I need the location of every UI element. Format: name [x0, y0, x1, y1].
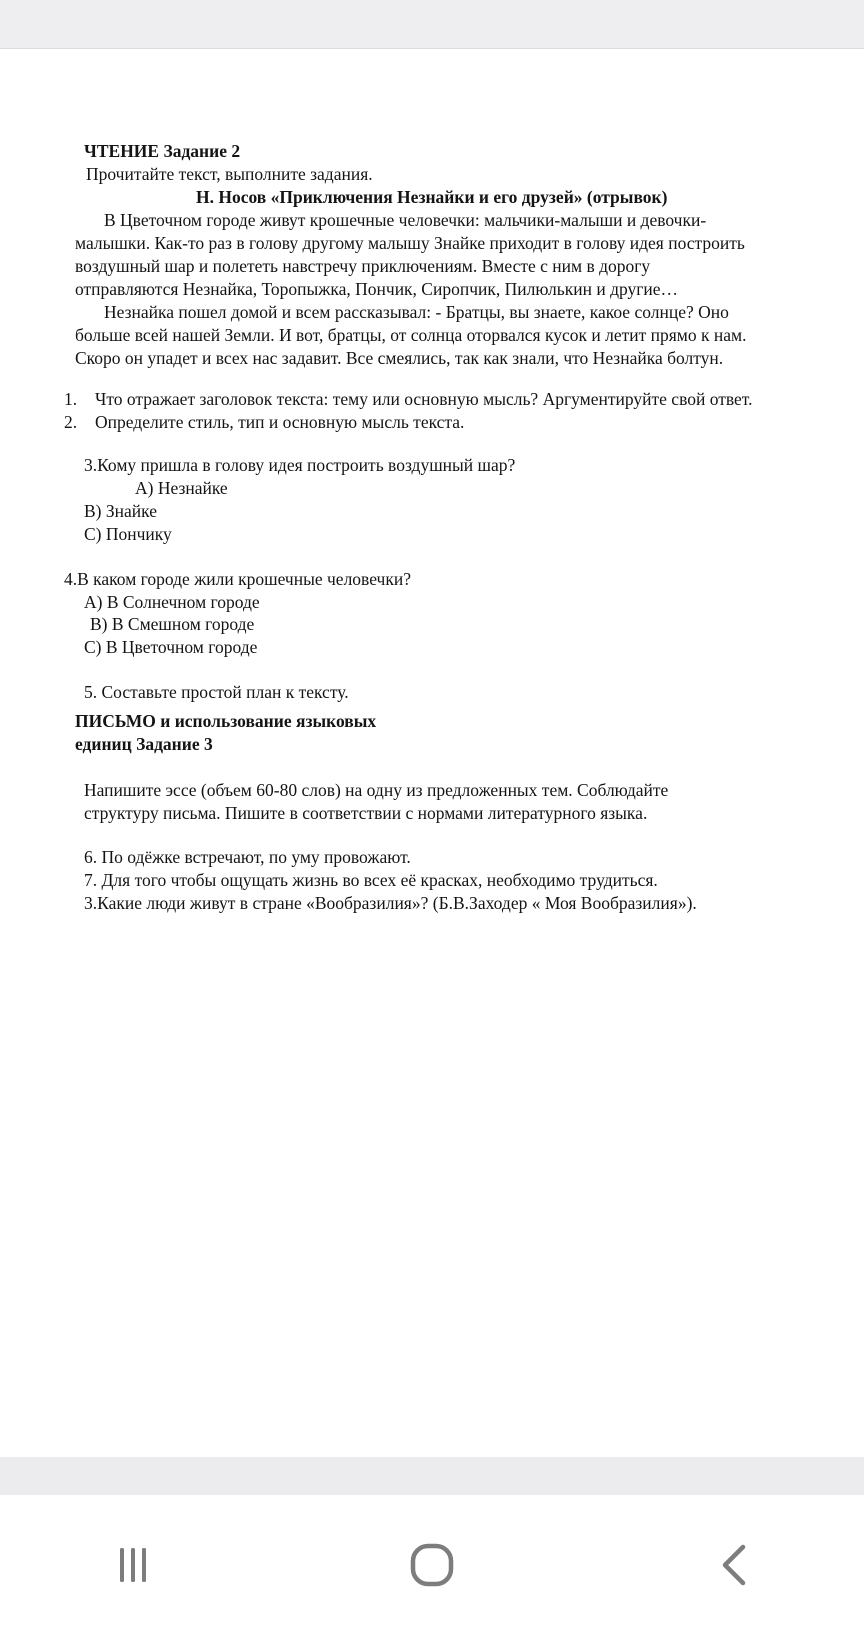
question-5: 5. Составьте простой план к тексту. [84, 682, 349, 702]
list-item-number: 2. [64, 412, 78, 432]
recents-icon [111, 1543, 155, 1587]
document-page [0, 49, 864, 1457]
essay-topic: 7. Для того чтобы ощущать жизнь во всех её красках, необходимо трудиться. [84, 870, 658, 890]
page-bottom-margin [0, 1457, 864, 1495]
writing-task-title: единиц Задание 3 [75, 734, 213, 754]
answer-option: А) В Солнечном городе [84, 592, 260, 612]
home-button[interactable] [402, 1535, 462, 1595]
answer-option: С) В Цветочном городе [84, 637, 258, 657]
paragraph-line: Скоро он упадет и всех нас задавит. Все смеялись, так как знали, что Незнайка болтун. [75, 348, 724, 368]
list-item-text: Определите стиль, тип и основную мысль текста. [95, 412, 465, 432]
top-bar [0, 0, 864, 49]
essay-instruction-line: структуру письма. Пишите в соответствии с нормами литературного языка. [84, 803, 648, 823]
paragraph-line: малышки. Как-то раз в голову другому малышу Знайке приходит в голову идея построить [75, 233, 745, 253]
essay-topic: 6. По одёжке встречают, по уму провожают. [84, 847, 411, 867]
paragraph-line: больше всей нашей Земли. И вот, братцы, от солнца оторвался кусок и летит прямо к нам. [75, 325, 747, 345]
answer-option: В) В Смешном городе [90, 614, 255, 634]
answer-option: В) Знайке [84, 501, 157, 521]
paragraph-line: В Цветочном городе живут крошечные человечки: мальчики-малыши и девочки- [104, 210, 707, 230]
list-item-number: 1. [64, 389, 78, 409]
instruction-line: Прочитайте текст, выполните задания. [86, 164, 373, 184]
list-item-text: Что отражает заголовок текста: тему или основную мысль? Аргументируйте свой ответ. [95, 389, 753, 409]
question-3: 3.Кому пришла в голову идея построить воздушный шар? [84, 455, 516, 475]
answer-option: А) Незнайке [135, 478, 228, 498]
essay-topic: 3.Какие люди живут в стране «Вообразилия»? (Б.В.Заходер « Моя Вообразилия»). [84, 893, 697, 913]
back-icon [713, 1543, 757, 1587]
story-title: Н. Носов «Приключения Незнайки и его друзей» (отрывок) [196, 187, 668, 207]
essay-instruction-line: Напишите эссе (объем 60-80 слов) на одну из предложенных тем. Соблюдайте [84, 780, 669, 800]
home-icon [408, 1541, 456, 1589]
paragraph-line: воздушный шар и полететь навстречу приключениям. Вместе с ним в дорогу [75, 256, 651, 276]
paragraph-line: отправляются Незнайка, Торопыжка, Пончик, Сиропчик, Пилюлькин и другие… [75, 279, 679, 299]
question-4: 4.В каком городе жили крошечные человечки? [64, 569, 411, 589]
answer-option: С) Пончику [84, 524, 172, 544]
reading-task-title: ЧТЕНИЕ Задание 2 [84, 141, 241, 161]
recents-button[interactable] [103, 1535, 163, 1595]
back-button[interactable] [705, 1535, 765, 1595]
paragraph-line: Незнайка пошел домой и всем рассказывал: - Братцы, вы знаете, какое солнце? Оно [104, 302, 729, 322]
navigation-bar [0, 1495, 864, 1627]
writing-task-title: ПИСЬМО и использование языковых [75, 711, 377, 731]
